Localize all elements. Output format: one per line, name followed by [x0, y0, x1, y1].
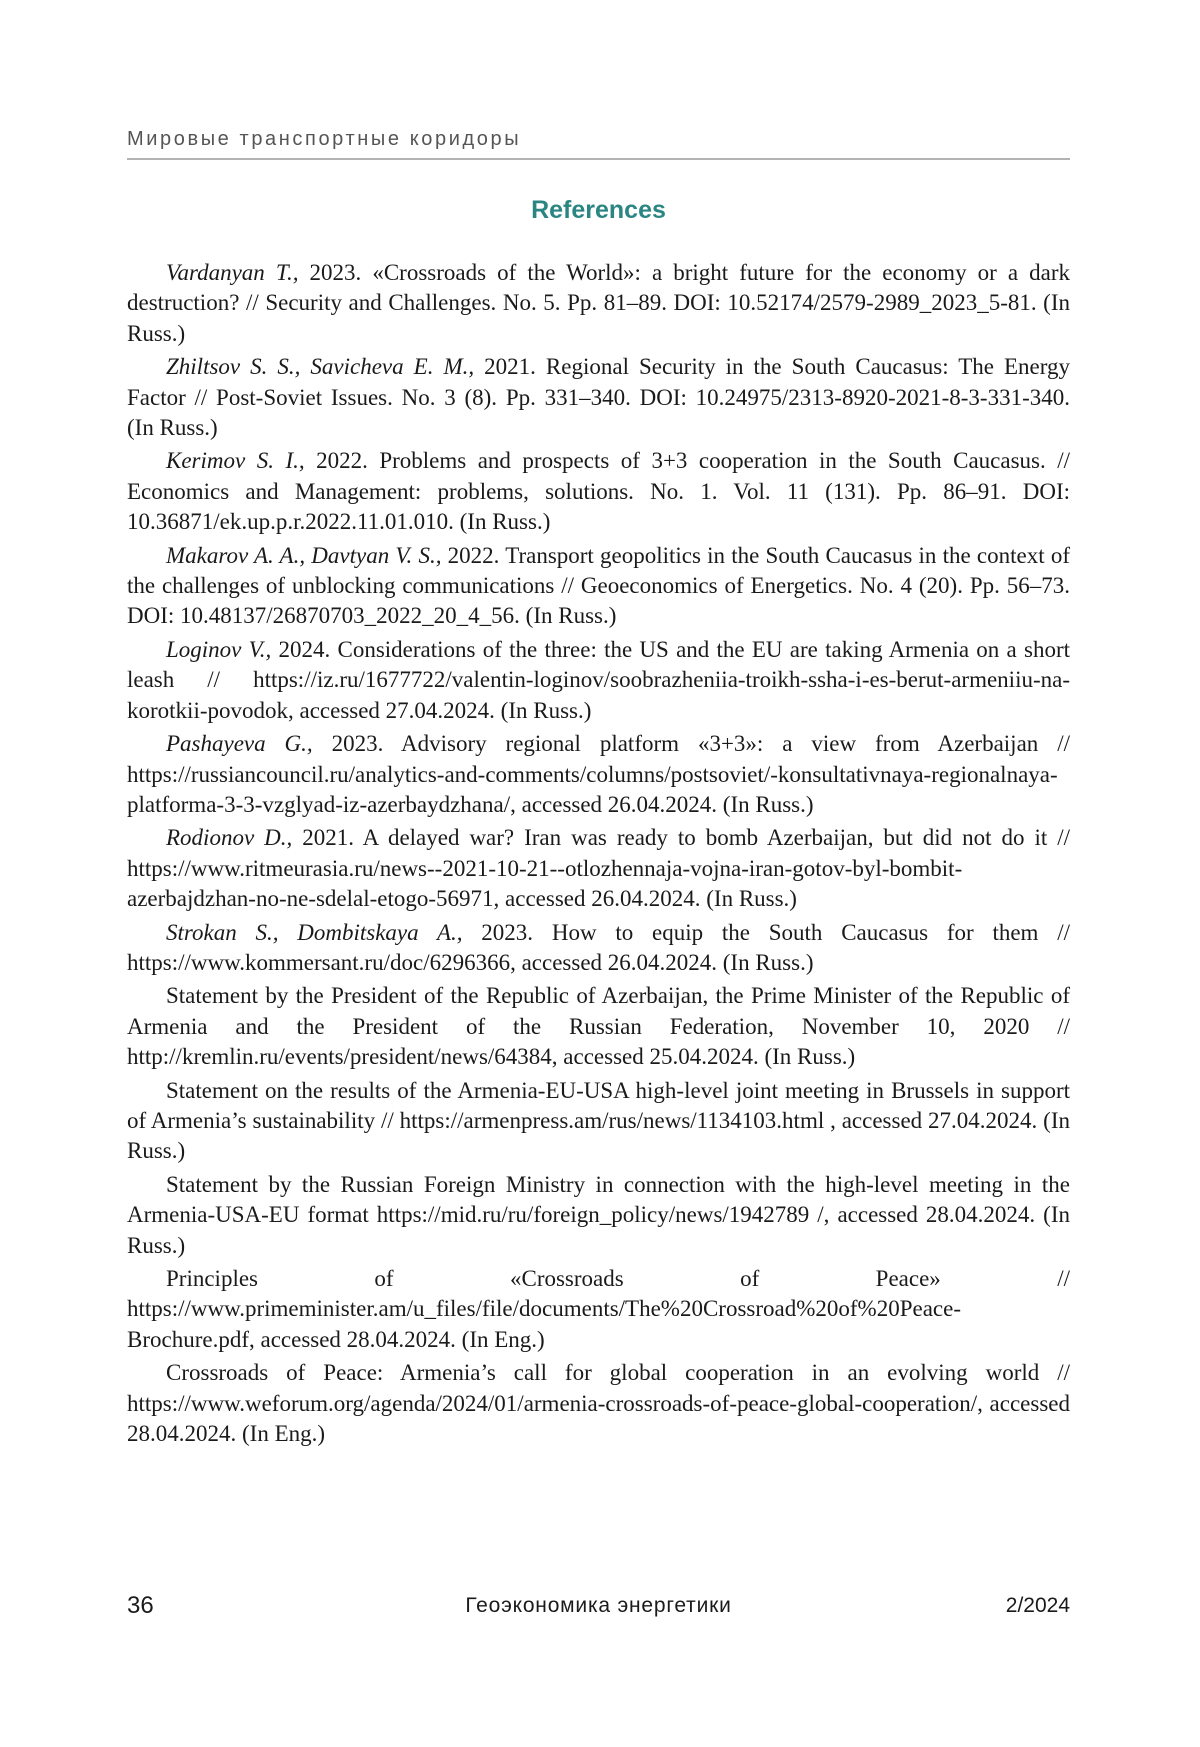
- reference-text: 2024. Considerations of the three: the US and the EU are taking Armenia on a short leash // https://iz.ru/1677722/valentin-loginov/soobrazheniia-troikh-ssha-i-es-berut-armeniiu-na-korotkii-povodok, accessed 27.04.2024. (In Russ.): [127, 637, 1070, 723]
- references-list: [127, 258, 1070, 1452]
- reference-text: 2021. A delayed war? Iran was ready to bomb Azerbaijan, but did not do it // https://www.ritmeurasia.ru/news--2021-10-21--otlozhennaja-vojna-iran-gotov-byl-bombit-azerbajdzhan-no-ne-sdelal-etogo-56971, accessed 26.04.2024. (In Russ.): [127, 825, 1070, 911]
- reference-text: 2021. Regional Security in the South Caucasus: The Energy Factor // Post-Soviet Issues. No. 3 (8). Pp. 331–340. DOI: 10.24975/2313-8920-2021-8-3-331-340. (In Russ.): [127, 354, 1070, 440]
- reference-item: [127, 446, 1070, 537]
- reference-text: 2022. Problems and prospects of 3+3 cooperation in the South Caucasus. // Economics and Management: problems, solutions. No. 1. Vol. 11 (131). Pp. 86–91. DOI: 10.36871/ek.up.p.r.2022.11.01.010. (In Russ.): [127, 448, 1070, 534]
- reference-item: [127, 635, 1070, 726]
- reference-item: [127, 352, 1070, 443]
- reference-author: Vardanyan T.,: [166, 260, 298, 285]
- reference-item: [127, 918, 1070, 979]
- reference-item: [127, 1170, 1070, 1261]
- reference-author: Loginov V.,: [166, 637, 271, 662]
- reference-item: [127, 1076, 1070, 1167]
- reference-text: Statement on the results of the Armenia-EU-USA high-level joint meeting in Brussels in support of Armenia’s sustainability // https://armenpress.am/rus/news/1134103.html , accessed 27.04.2024. (In Russ.): [127, 1078, 1070, 1164]
- reference-author: Zhiltsov S. S., Savicheva E. M.,: [166, 354, 474, 379]
- reference-text: Statement by the President of the Republic of Azerbaijan, the Prime Minister of the Republic of Armenia and the President of the Russian Federation, November 10, 2020 // http://kremlin.ru/events/president/news/64384, accessed 25.04.2024. (In Russ.): [127, 983, 1070, 1069]
- reference-item: [127, 258, 1070, 349]
- reference-text: 2023. Advisory regional platform «3+3»: a view from Azerbaijan // https://russiancouncil.ru/analytics-and-comments/columns/postsoviet/-konsultativnaya-regionalnaya-platforma-3-3-vzglyad-iz-azerbaydzhana/, accessed 26.04.2024. (In Russ.): [127, 731, 1070, 817]
- reference-text: 2023. «Crossroads of the World»: a bright future for the economy or a dark destruction? // Security and Challenges. No. 5. Pp. 81–89. DOI: 10.52174/2579-2989_2023_5-81. (In Russ.): [127, 260, 1070, 346]
- reference-text: 2022. Transport geopolitics in the South Caucasus in the context of the challenges of unblocking communications // Geoeconomics of Energetics. No. 4 (20). Pp. 56–73. DOI: 10.48137/26870703_2022_20_4_56. (In Russ.): [127, 543, 1070, 629]
- running-header-title: Мировые транспортные коридоры: [127, 128, 1070, 151]
- reference-author: Makarov A. A., Davtyan V. S.,: [166, 543, 441, 568]
- reference-item: [127, 541, 1070, 632]
- reference-text: Crossroads of Peace: Armenia’s call for global cooperation in an evolving world // https://www.weforum.org/agenda/2024/01/armenia-crossroads-of-peace-global-cooperation/, accessed 28.04.2024. (In Eng.): [127, 1360, 1070, 1446]
- reference-author: Strokan S., Dombitskaya A.,: [166, 920, 463, 945]
- header-divider: [127, 158, 1070, 160]
- page-number: 36: [127, 1592, 154, 1620]
- reference-item: [127, 1358, 1070, 1449]
- reference-text: 2023. How to equip the South Caucasus for them // https://www.kommersant.ru/doc/6296366, accessed 26.04.2024. (In Russ.): [127, 920, 1070, 975]
- references-heading: References: [127, 196, 1070, 225]
- journal-name: Геоэкономика энергетики: [127, 1594, 1070, 1618]
- page-footer: [127, 1592, 1070, 1622]
- reference-author: Pashayeva G.,: [166, 731, 313, 756]
- reference-text: Principles of «Crossroads of Peace» // https://www.primeminister.am/u_files/file/documents/The%20Crossroad%20of%20Peace-Brochure.pdf, accessed 28.04.2024. (In Eng.): [127, 1266, 1070, 1352]
- reference-author: Kerimov S. I.,: [166, 448, 305, 473]
- reference-item: [127, 1264, 1070, 1355]
- reference-author: Rodionov D.,: [166, 825, 292, 850]
- reference-item: [127, 981, 1070, 1072]
- issue-number: 2/2024: [1006, 1594, 1070, 1618]
- reference-text: Statement by the Russian Foreign Ministry in connection with the high-level meeting in the Armenia-USA-EU format https://mid.ru/ru/foreign_policy/news/1942789 /, accessed 28.04.2024. (In Russ.): [127, 1172, 1070, 1258]
- reference-item: [127, 823, 1070, 914]
- reference-item: [127, 729, 1070, 820]
